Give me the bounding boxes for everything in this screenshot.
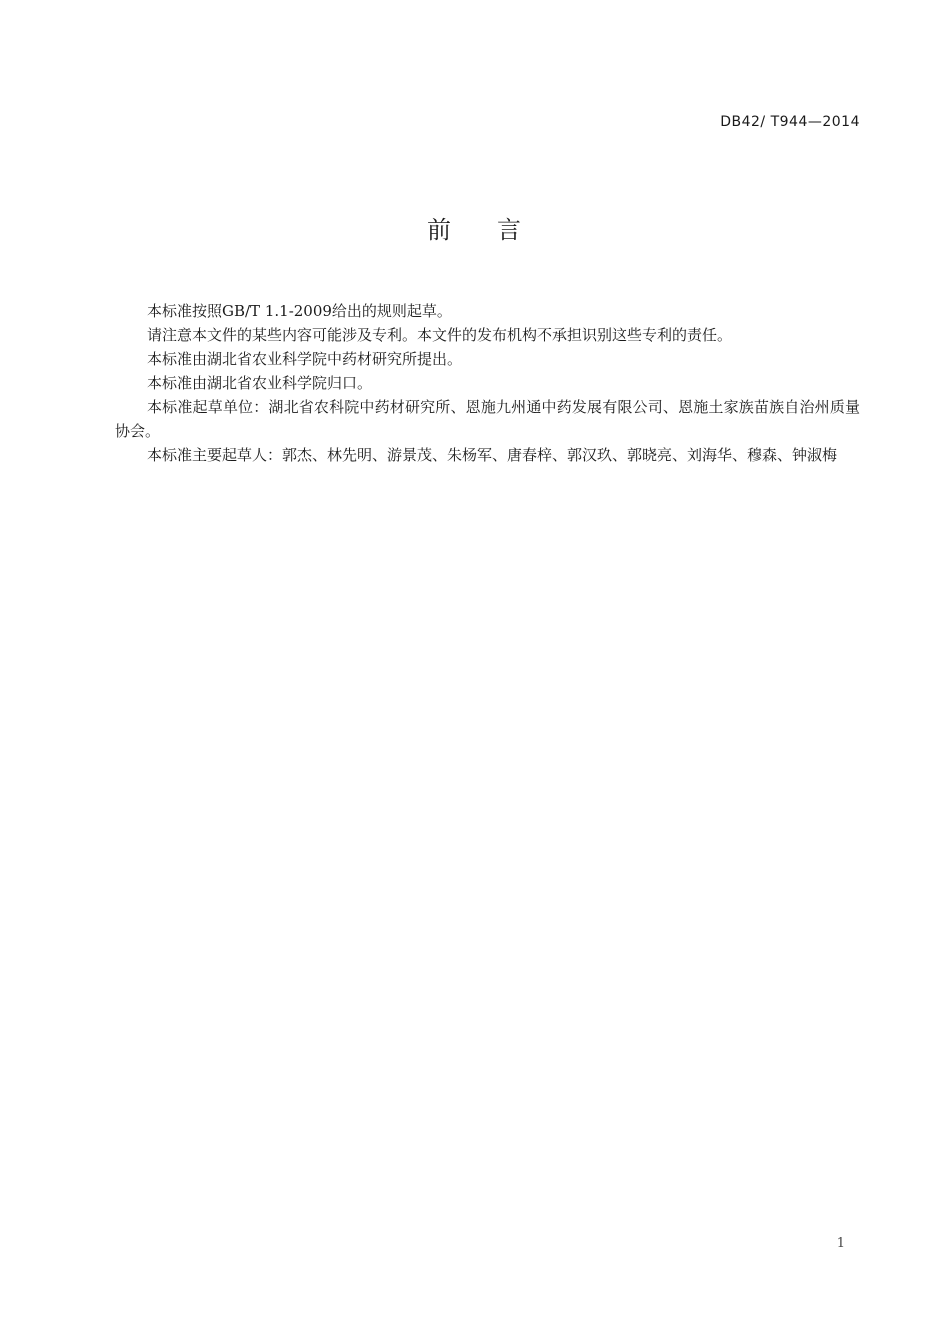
paragraph-drafting-rules: 本标准按照GB/T 1.1-2009给出的规则起草。 — [147, 302, 452, 320]
title-char-1: 前 — [427, 216, 453, 244]
page-title — [0, 210, 950, 245]
paragraph-patent-notice: 请注意本文件的某些内容可能涉及专利。本文件的发布机构不承担识别这些专利的责任。 — [147, 326, 733, 344]
page-number: 1 — [836, 1236, 845, 1251]
standard-code: DB42/ T944—2014 — [720, 114, 860, 130]
paragraph-centralized-by: 本标准由湖北省农业科学院归口。 — [147, 374, 373, 392]
paragraph-drafting-units: 本标准起草单位：湖北省农科院中药材研究所、恩施九州通中药发展有限公司、恩施土家族苗族自治州质量协会。 — [115, 398, 860, 440]
paragraph-proposed-by: 本标准由湖北省农业科学院中药材研究所提出。 — [147, 350, 463, 368]
title-char-2: 言 — [497, 216, 523, 244]
paragraph-drafters: 本标准主要起草人：郭杰、林先明、游景茂、朱杨军、唐春梓、郭汉玖、郭晓亮、刘海华、穆森、钟淑梅 — [147, 446, 838, 464]
foreword-body — [115, 299, 860, 467]
